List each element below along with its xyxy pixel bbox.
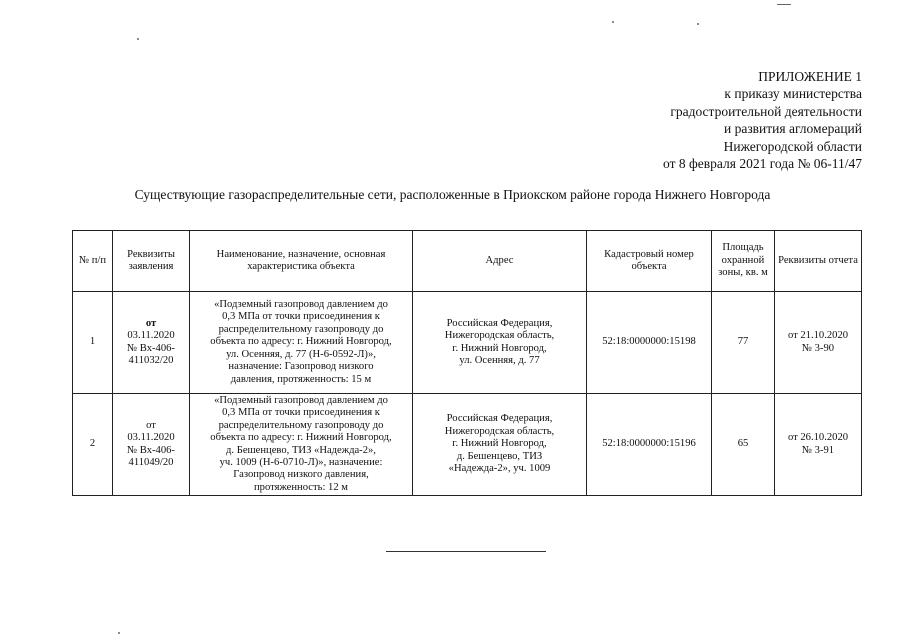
request-prefix: от	[146, 419, 156, 431]
description-line: объекта по адресу: г. Нижний Новгород,	[210, 336, 392, 348]
address-line: ул. Осенняя, д. 77	[459, 354, 540, 366]
column-header-cadastral: Кадастровый номер объекта	[587, 231, 712, 292]
description-line: 0,3 МПа от точки присоединения к	[222, 311, 380, 323]
description-line: д. Бешенцево, ТИЗ «Надежда-2»,	[226, 444, 376, 456]
scan-speck	[137, 38, 139, 40]
description-line: уч. 1009 (Н-6-0710-Л)», назначение:	[219, 456, 383, 468]
request-prefix: от	[145, 317, 157, 329]
description-line: «Подземный газопровод давлением до	[214, 299, 388, 311]
protection-zone-area: 77	[712, 292, 775, 394]
row-number: 1	[73, 292, 113, 394]
address-line: Нижегородская область,	[444, 330, 555, 342]
request-details	[113, 292, 190, 394]
object-address	[413, 394, 587, 496]
appendix-title: ПРИЛОЖЕНИЕ 1	[758, 69, 862, 84]
scan-speck	[777, 4, 791, 5]
gas-networks-table	[72, 230, 862, 496]
scan-speck	[118, 632, 120, 634]
request-number: № Вх-406-	[127, 444, 175, 456]
request-number: № Вх-406-	[127, 342, 175, 354]
scan-speck	[697, 23, 699, 25]
description-line: распределительному газопроводу до	[218, 323, 384, 335]
column-header-area: Площадь охранной зоны, кв. м	[712, 231, 775, 292]
description-line: 0,3 МПа от точки присоединения к	[222, 407, 380, 419]
report-date: от 21.10.2020	[787, 330, 849, 342]
region-line: Нижегородской области	[723, 138, 862, 154]
request-number-cont: 411032/20	[128, 354, 174, 366]
closing-divider	[386, 551, 546, 552]
report-number: № 3-91	[801, 444, 835, 456]
order-date-line: от 8 февраля 2021 года № 06-11/47	[663, 156, 862, 172]
column-header-number: № п/п	[73, 231, 113, 292]
cadastral-number: 52:18:0000000:15196	[587, 394, 712, 496]
ministry-line: градостроительной деятельности	[670, 103, 862, 119]
table-header-row	[73, 231, 862, 292]
address-line: д. Бешенцево, ТИЗ	[456, 450, 543, 462]
object-description	[190, 292, 413, 394]
description-line: протяженность: 12 м	[254, 481, 348, 493]
request-number-cont: 411049/20	[128, 456, 174, 468]
column-header-description: Наименование, назначение, основная характеристика объекта	[190, 231, 413, 292]
agglomeration-line: и развития агломераций	[723, 121, 862, 137]
appendix-header	[663, 68, 862, 172]
report-date: от 26.10.2020	[787, 432, 849, 444]
address-line: Нижегородская область,	[444, 425, 555, 437]
document-title: Существующие газораспределительные сети, расположенные в Приокском районе города Нижнего Новгорода	[134, 187, 771, 202]
description-line: давления, протяженность: 15 м	[230, 373, 372, 385]
description-line: Газопровод низкого давления,	[233, 469, 369, 481]
column-header-address: Адрес	[413, 231, 587, 292]
address-line: г. Нижний Новгород,	[452, 342, 547, 354]
description-line: объекта по адресу: г. Нижний Новгород,	[210, 432, 392, 444]
table-row	[73, 292, 862, 394]
report-details	[775, 394, 862, 496]
column-header-report: Реквизиты отчета	[775, 231, 862, 292]
order-line: к приказу министерства	[724, 86, 862, 102]
request-date: 03.11.2020	[127, 432, 175, 444]
object-description	[190, 394, 413, 496]
cadastral-number: 52:18:0000000:15198	[587, 292, 712, 394]
column-header-request: Реквизиты заявления	[113, 231, 190, 292]
description-line: ул. Осенняя, д. 77 (Н-6-0592-Л)»,	[226, 348, 376, 360]
description-line: назначение: Газопровод низкого	[228, 361, 374, 373]
description-line: «Подземный газопровод давлением до	[214, 394, 388, 406]
table-row	[73, 394, 862, 496]
row-number: 2	[73, 394, 113, 496]
address-line: Российская Федерация,	[446, 317, 553, 329]
address-line: г. Нижний Новгород,	[452, 438, 547, 450]
description-line: распределительному газопроводу до	[218, 419, 384, 431]
report-details	[775, 292, 862, 394]
address-line: Российская Федерация,	[446, 413, 553, 425]
report-number: № 3-90	[801, 342, 835, 354]
request-details	[113, 394, 190, 496]
scan-speck	[612, 21, 614, 23]
request-date: 03.11.2020	[127, 330, 175, 342]
protection-zone-area: 65	[712, 394, 775, 496]
address-line: «Надежда-2», уч. 1009	[448, 463, 551, 475]
object-address	[413, 292, 587, 394]
